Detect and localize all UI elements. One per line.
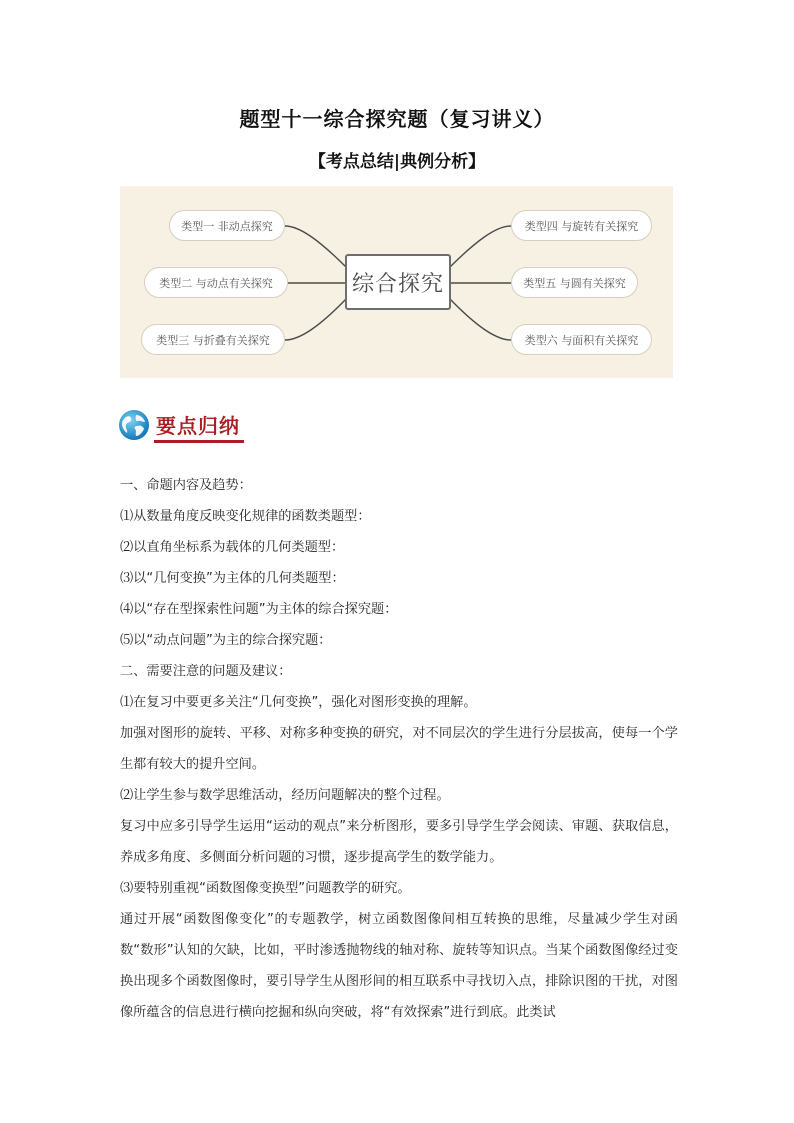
page-subtitle: 【考点总结|典例分析】 [308,152,486,172]
connector-right-3 [449,298,511,340]
section-header [118,407,258,443]
paragraph: ⑸以“动点问题”为主的综合探究题： [120,633,332,648]
body-content [120,470,678,1028]
paragraph: ⑵让学生参与数学思维活动，经历问题解决的整个过程。 [120,788,450,803]
paragraph: 一、命题内容及趋势： [120,478,252,493]
mindmap-node-type1: 类型一 非动点探究 [169,210,285,241]
mindmap-node-type3: 类型三 与折叠有关探究 [141,324,285,355]
globe-icon [118,409,150,441]
connector-right-1 [449,226,511,268]
paragraph: ⑶要特别重视“函数图像变换型”问题教学的研究。 [120,881,411,896]
paragraph: ⑵以直角坐标系为载体的几何类题型： [120,540,345,555]
paragraph: ⑴从数量角度反映变化规律的函数类题型： [120,509,371,524]
mindmap-node-type5: 类型五 与圆有关探究 [511,267,638,298]
mindmap-node-type4: 类型四 与旋转有关探究 [511,210,652,241]
page-title: 题型十一综合探究题（复习讲义） [239,107,555,131]
paragraph: 复习中应多引导学生运用“运动的观点”来分析图形，要多引导学生学会阅读、审题、获取信息，养成多角度、多侧面分析问题的习惯，逐步提高学生的数学能力。 [120,819,678,865]
paragraph: 二、需要注意的问题及建议： [120,664,292,679]
connector-left-1 [285,226,347,268]
connector-left-3 [285,298,347,340]
paragraph: ⑴在复习中要更多关注“几何变换”，强化对图形变换的理解。 [120,695,477,710]
paragraph: ⑶以“几何变换”为主体的几何类题型： [120,571,345,586]
section-label: 要点归纳 [156,414,240,438]
mindmap-center: 综合探究 [345,254,451,310]
section-underline [154,440,244,443]
mindmap-node-type2: 类型二 与动点有关探究 [144,267,288,298]
paragraph: 通过开展“函数图像变化”的专题教学，树立函数图像间相互转换的思维，尽量减少学生对函数“数形”认知的欠缺，比如，平时渗透抛物线的轴对称、旋转等知识点。当某个函数图像经过变换出现多个函数图像时，要引导学生从图形间的相互联系中寻找切入点，排除识图的干扰，对图像所蕴含的信息进行横向挖掘和纵向突破，将“有效探索”进行到底。此类试 [120,912,678,1020]
paragraph: 加强对图形的旋转、平移、对称多种变换的研究，对不同层次的学生进行分层拔高，使每一个学生都有较大的提升空间。 [120,726,678,772]
paragraph: ⑷以“存在型探索性问题”为主体的综合探究题： [120,602,398,617]
mind-map [120,186,673,378]
mindmap-node-type6: 类型六 与面积有关探究 [511,324,652,355]
